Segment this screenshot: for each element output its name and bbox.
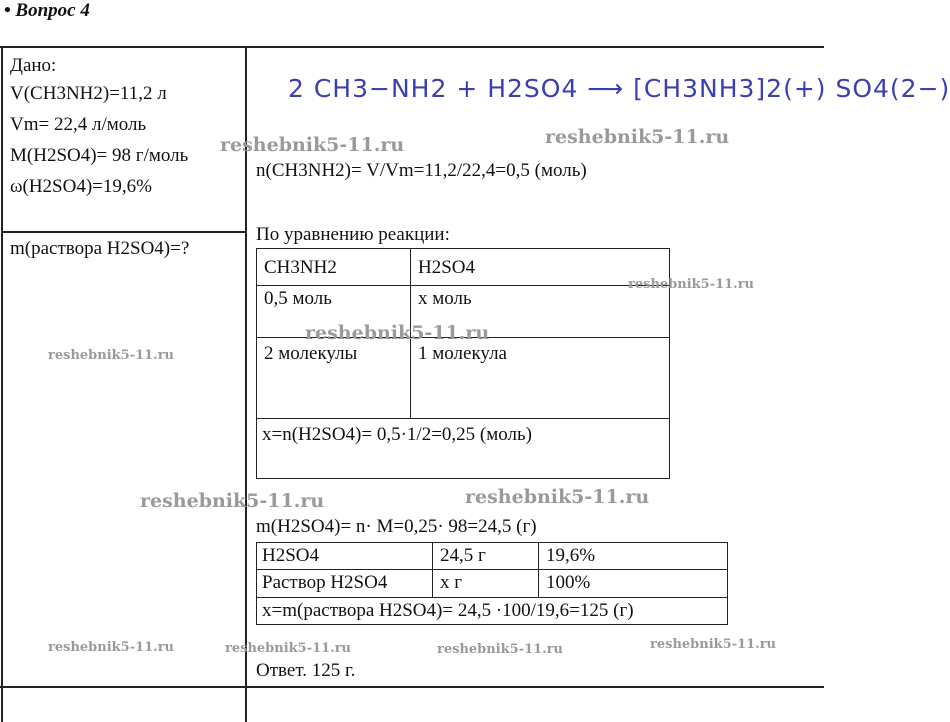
find-text: m(раствора H2SO4)=?	[10, 238, 190, 259]
t1-row2-col1: 2 молекулы	[264, 343, 358, 364]
given-volume: V(CH3NH2)=11,2 л	[10, 83, 167, 104]
t1-header-acid: H2SO4	[418, 257, 476, 278]
watermark: reshebnik5-11.ru	[48, 348, 175, 363]
t2-row1-col1: H2SO4	[262, 545, 320, 566]
given-title: Дано:	[10, 55, 57, 76]
frame-left	[1, 46, 3, 722]
watermark: reshebnik5-11.ru	[220, 134, 405, 156]
t1-row1-col1: 0,5 моль	[264, 288, 332, 309]
t2-row2-col1: Раствор H2SO4	[262, 572, 388, 593]
frame-top	[0, 46, 824, 48]
given-find-separator	[1, 231, 247, 233]
t2-row1-col2: 24,5 г	[440, 545, 486, 566]
watermark: reshebnik5-11.ru	[628, 277, 755, 292]
watermark: reshebnik5-11.ru	[140, 490, 325, 512]
t2-result: x=m(раствора H2SO4)= 24,5 ·100/19,6=125 (г)	[262, 600, 634, 621]
watermark: reshebnik5-11.ru	[545, 126, 730, 148]
frame-bottom	[0, 686, 824, 688]
watermark: reshebnik5-11.ru	[650, 637, 777, 652]
given-molar-volume: Vm= 22,4 л/моль	[10, 114, 147, 135]
given-mass-fraction: ω(H2SO4)=19,6%	[10, 176, 152, 197]
watermark: reshebnik5-11.ru	[465, 486, 650, 508]
moles-line: n(CH3NH2)= V/Vm=11,2/22,4=0,5 (моль)	[256, 160, 587, 181]
t2-row1-col3: 19,6%	[546, 545, 596, 566]
by-equation-label: По уравнению реакции:	[256, 224, 450, 245]
t1-row2-col2: 1 молекула	[418, 343, 507, 364]
watermark: reshebnik5-11.ru	[225, 641, 352, 656]
t2-row2-col3: 100%	[546, 572, 591, 593]
question-title: • Вопрос 4	[4, 0, 90, 21]
mass-line: m(H2SO4)= n· M=0,25· 98=24,5 (г)	[256, 516, 537, 537]
reaction-equation: 2 CH3−NH2 + H2SO4 ⟶ [CH3NH3]2(+) SO4(2−)	[288, 74, 950, 103]
t1-result: x=n(H2SO4)= 0,5·1/2=0,25 (моль)	[262, 424, 532, 445]
t1-row1-col2: x моль	[418, 288, 472, 309]
given-molar-mass: M(H2SO4)= 98 г/моль	[10, 145, 189, 166]
watermark: reshebnik5-11.ru	[48, 640, 175, 655]
watermark: reshebnik5-11.ru	[437, 642, 564, 657]
t1-header-amine: CH3NH2	[264, 257, 337, 278]
answer: Ответ. 125 г.	[256, 660, 356, 681]
t2-row2-col2: x г	[440, 572, 463, 593]
watermark: reshebnik5-11.ru	[305, 322, 490, 344]
